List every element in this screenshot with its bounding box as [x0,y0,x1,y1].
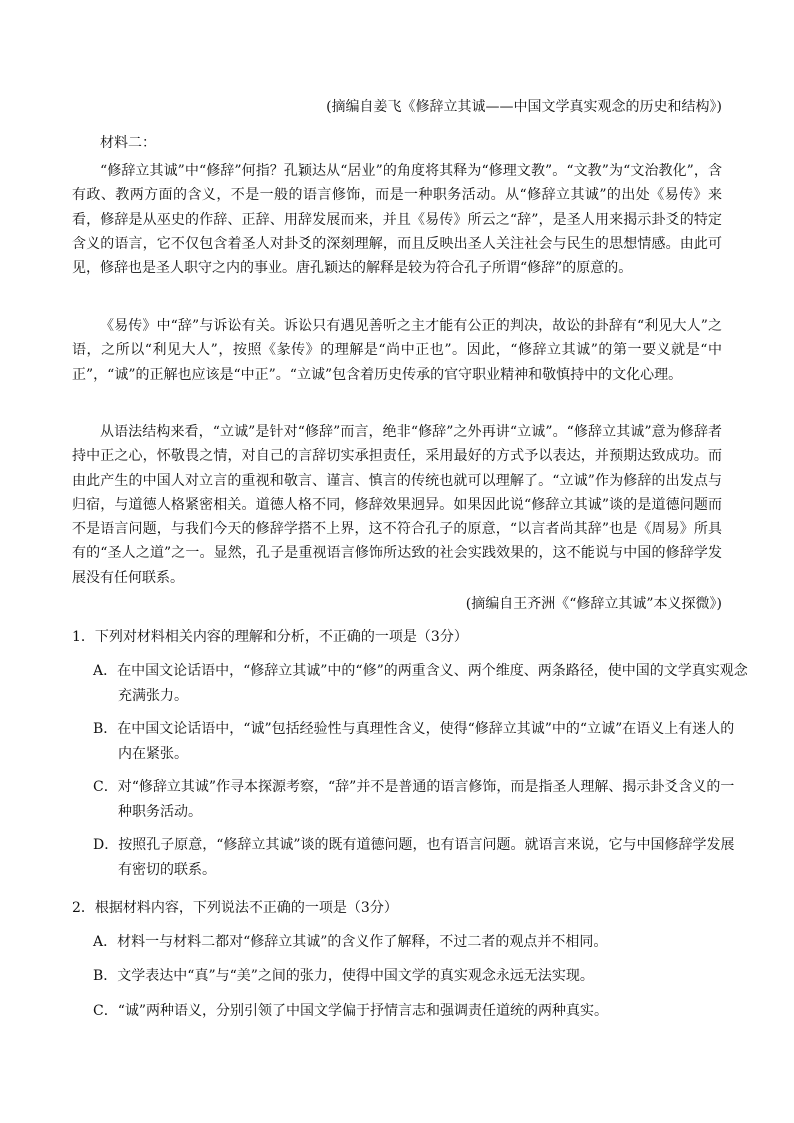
question-1-option-d: D．按照孔子原意，“修辞立其诚”谈的既有道德问题，也有语言问题。就语言来说，它与中国修辞学发展有密切的联系。 [93,837,735,878]
paragraph-3: 从语法结构来看，“立诚”是针对“修辞”而言，绝非“修辞”之外再讲“立诚”。“修辞立其诚”意为修辞者持中正之心，怀敬畏之情，对自己的言辞切实承担责任，采用最好的方式予以表达，并预期达致成功。而由此产生的中国人对立言的重视和敬言、谨言、慎言的传统也就可以理解了。“立诚”作为修辞的出发点与归宿，与道德人格紧密相关。道德人格不同，修辞效果迥异。如果因此说“修辞立其诚”谈的是道德问题而不是语言问题，与我们今天的修辞学搭不上界，这不符合孔子的原意，“以言者尚其辞”也是《周易》所具有的“圣人之道”之一。显然，孔子是重视语言修饰所达致的社会实践效果的，这不能说与中国的修辞学发展没有任何联系。 [72,424,722,586]
paragraph-1: “修辞立其诚”中“修辞”何指？孔颖达从“居业”的角度将其释为“修理文教”。“文教”为“文治教化”，含有政、教两方面的含义，不是一般的语言修饰，而是一种职务活动。从“修辞立其诚”的出处《易传》来看，修辞是从巫史的作辞、正辞、用辞发展而来，并且《易传》所云之“辞”，是圣人用来揭示卦爻的特定含义的语言，它不仅包含着圣人对卦爻的深刻理解，而且反映出圣人关注社会与民生的思想情感。由此可见，修辞也是圣人职守之内的事业。唐孔颖达的解释是较为符合孔子所谓“修辞”的原意的。 [72,163,722,277]
material-two-heading: 材料二： [100,135,156,151]
question-1-stem: 1．下列对材料相关内容的理解和分析，不正确的一项是（3分） [72,629,468,645]
question-2-option-a: A．材料一与材料二都对“修辞立其诚”的含义作了解释，不过二者的观点并不相同。 [93,934,608,950]
paragraph-2: 《易传》中“辞”与诉讼有关。诉讼只有遇见善听之主才能有公正的判决，故讼的卦辞有“利见大人”之语，之所以“利见大人”，按照《彖传》的理解是“尚中正也”。因此，“修辞立其诚”的第一要义就是“中正”，“诚”的正解也应该是“中正”。“立诚”包含着历史传承的官守职业精神和敬慎持中的文化心理。 [72,318,722,383]
question-1-option-b: B．在中国文论话语中，“诚”包括经验性与真理性含义，使得“修辞立其诚”中的“立诚”在语义上有迷人的内在紧张。 [93,721,735,762]
question-2-option-b: B．文学表达中“真”与“美”之间的张力，使得中国文学的真实观念永远无法实现。 [93,968,594,984]
question-2-stem: 2．根据材料内容，下列说法不正确的一项是（3分） [72,900,398,916]
source-citation-1: (摘编自姜飞《修辞立其诚——中国文学真实观念的历史和结构》) [326,99,722,115]
source-citation-2: (摘编自王齐洲《“修辞立其诚”本义探微》) [465,596,722,612]
question-1-option-a: A．在中国文论话语中，“修辞立其诚”中的“修”的两重含义、两个维度、两条路径，使中国的文学真实观念充满张力。 [93,663,748,704]
question-2-option-c: C．“诚”两种语义，分别引领了中国文学偏于抒情言志和强调责任道统的两种真实。 [93,1003,609,1019]
question-1-option-c: C．对“修辞立其诚”作寻本探源考察，“辞”并不是普通的语言修饰，而是指圣人理解、揭示卦爻含义的一种职务活动。 [93,779,735,820]
